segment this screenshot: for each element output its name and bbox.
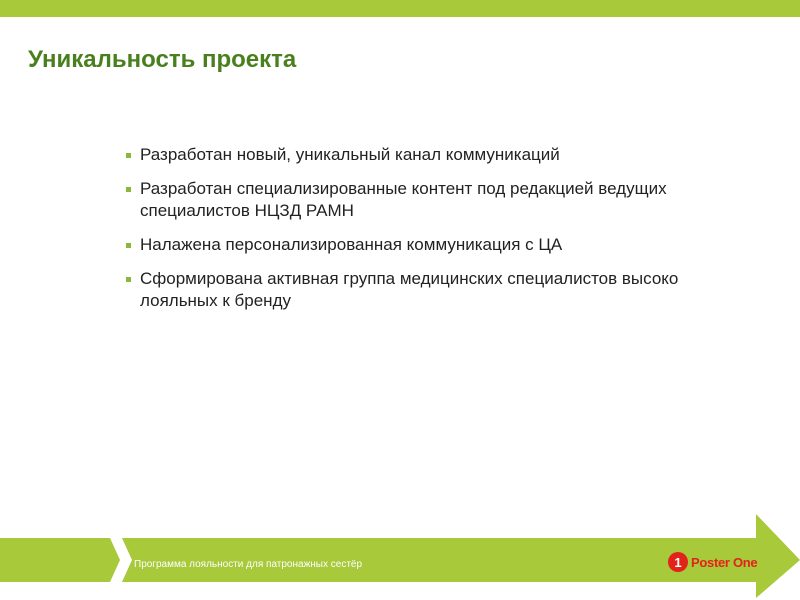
bullet-item <box>126 268 706 312</box>
brand-logo <box>668 551 757 573</box>
square-bullet-icon <box>126 187 131 192</box>
slide-title: Уникальность проекта <box>28 46 297 73</box>
brand-one-icon: 1 <box>668 552 688 572</box>
footer-program-text: Программа лояльности для патронажных сестёр <box>134 559 363 570</box>
bullet-text: Разработан специализированные контент под редакцией ведущих специалистов НЦЗД РАМН <box>140 179 667 220</box>
bullet-item <box>126 178 706 222</box>
bullet-text: Налажена персонализированная коммуникация с ЦА <box>140 235 563 254</box>
bullet-text: Разработан новый, уникальный канал коммуникаций <box>140 145 560 164</box>
brand-name: Poster One <box>691 554 758 570</box>
square-bullet-icon <box>126 153 131 158</box>
bullet-item <box>126 144 706 166</box>
left-arrow-shape <box>0 538 120 582</box>
square-bullet-icon <box>126 277 131 282</box>
square-bullet-icon <box>126 243 131 248</box>
top-accent-bar <box>0 0 800 17</box>
bullet-item <box>126 234 706 256</box>
bullet-list <box>126 144 706 324</box>
footer-band <box>0 512 800 600</box>
bullet-text: Сформирована активная группа медицинских специалистов высоко лояльных к бренду <box>140 269 679 310</box>
